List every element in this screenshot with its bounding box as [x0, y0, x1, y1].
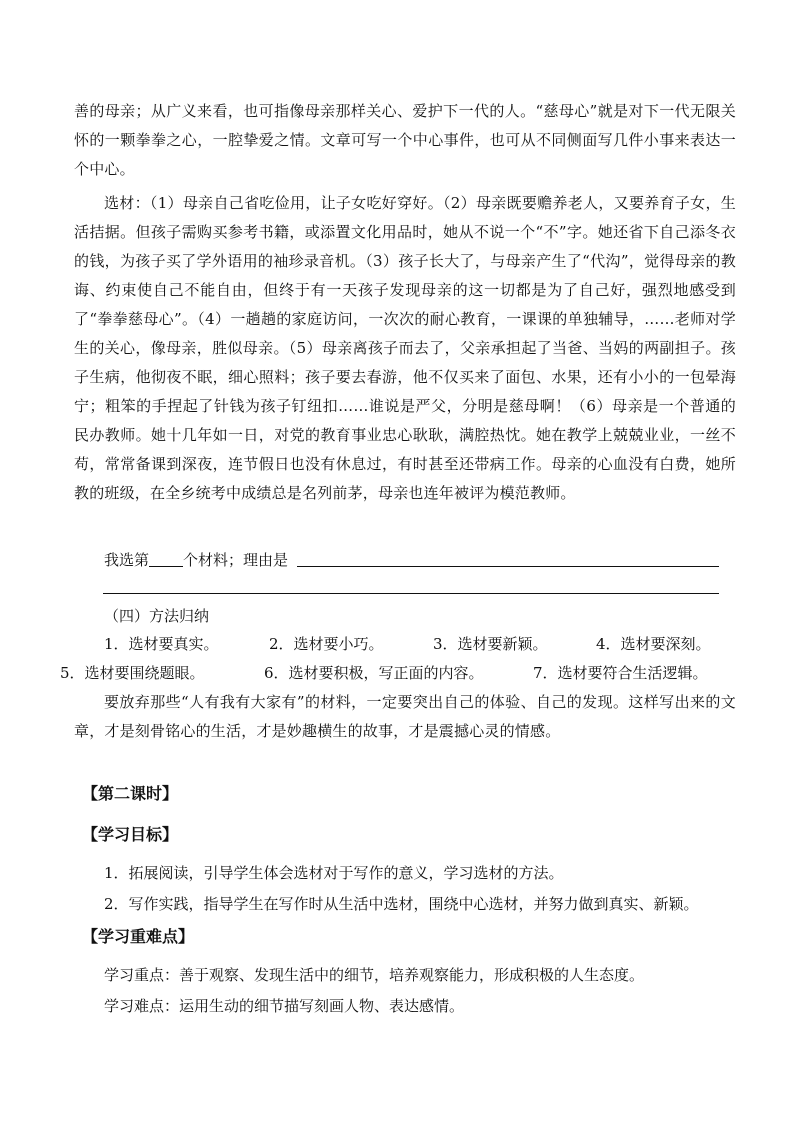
method-item-2: 2．选材要小巧。: [269, 635, 384, 653]
intro-paragraph: 善的母亲；从广义来看，也可指像母亲那样关心、爱护下一代的人。“慈母心”就是对下一代无限关怀的一颗拳拳之心，一腔挚爱之情。文章可写一个中心事件，也可从不同侧面写几件小事来表达一个中心。: [74, 102, 736, 178]
choice-middle: 个材料；理由是: [183, 551, 289, 569]
material-choice-line: [74, 546, 736, 575]
reason-answer-line-2[interactable]: [103, 593, 719, 594]
method-row-1: [74, 630, 736, 659]
materials-paragraph: 选材：（1）母亲自己省吃俭用，让子女吃好穿好。（2）母亲既要赡养老人，又要养育子女，生活拮据。但孩子需购买参考书籍，或添置文化用品时，她从不说一个“不”字。她还省下自己添冬衣的钱，为孩子买了学外语用的袖珍录音机。（3）孩子长大了，与母亲产生了“代沟”，觉得母亲的教诲、约束使自己不能自由，但终于有一天孩子发现母亲的这一切都是为了自己好，强烈地感受到了“拳拳慈母心”。（4）一趟趟的家庭访问，一次次的耐心教育，一课课的单独辅导，……老师对学生的关心，像母亲，胜似母亲。（5）母亲离孩子而去了，父亲承担起了当爸、当妈的两副担子。孩子生病，他彻夜不眠，细心照料；孩子要去春游，他不仅买来了面包、水果，还有小小的一包晕海宁；粗笨的手捏起了针钱为孩子钉纽扣……谁说是严父，分明是慈母啊！（6）母亲是一个普通的民办教师。她十几年如一日，对党的教育事业忠心耿耿，满腔热忱。她在教学上兢兢业业，一丝不苟，常常备课到深夜，连节假日也没有休息过，有时甚至还带病工作。母亲的心血没有白费，她所教的班级，在全乡统考中成绩总是名列前茅，母亲也连年被评为模范教师。: [74, 194, 736, 502]
method-item-3: 3．选材要新颖。: [433, 635, 548, 653]
method-item-6: 6．选材要积极，写正面的内容。: [264, 664, 484, 682]
learning-goal-1: 1．拓展阅读，引导学生体会选材对于写作的意义，学习选材的方法。: [104, 864, 564, 882]
choice-prefix: 我选第: [104, 551, 150, 569]
method-item-4: 4．选材要深刻。: [596, 635, 711, 653]
method-item-1: 1．选材要真实。: [104, 635, 219, 653]
method-row-2: [60, 659, 736, 688]
learning-goal-2: 2．写作实践，指导学生在写作时从生活中选材，围绕中心选材，并努力做到真实、新颖。: [104, 895, 699, 913]
lesson-two-heading: 【第二课时】: [82, 784, 179, 803]
key-point-text: 学习重点：善于观察、发现生活中的细节，培养观察能力，形成积极的人生态度。: [104, 966, 645, 984]
material-number-blank[interactable]: [149, 546, 183, 567]
method-item-5: 5．选材要围绕题眼。: [60, 664, 205, 682]
reason-answer-line-1[interactable]: [297, 566, 719, 567]
method-title: （四）方法归纳: [104, 607, 210, 625]
difficulty-text: 学习难点：运用生动的细节描写刻画人物、表达感情。: [104, 997, 465, 1015]
learning-goals-heading: 【学习目标】: [82, 825, 179, 844]
method-item-7: 7．选材要符合生活逻辑。: [533, 664, 708, 682]
method-summary: 要放弃那些“人有我有大家有”的材料，一定要突出自己的体验、自己的发现。这样写出来的文章，才是刻骨铭心的生活，才是妙趣横生的故事，才是震撼心灵的情感。: [74, 693, 736, 740]
key-difficult-points-heading: 【学习重难点】: [82, 927, 195, 946]
